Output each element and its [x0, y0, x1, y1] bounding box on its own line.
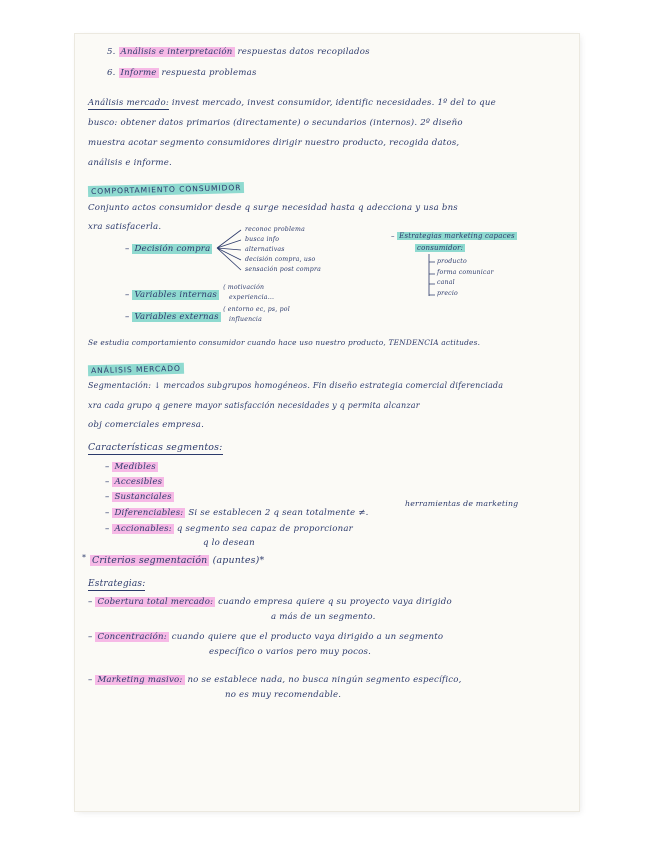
highlight-informe: Informe — [120, 68, 157, 78]
estrategias-marketing: – Estrategias marketing capaces — [391, 232, 515, 240]
item-diferenciables: – Diferenciables: Si se establecen 2 q sean totalmente ≠. — [105, 508, 369, 518]
item-sustanciales: – Sustanciales — [105, 492, 172, 502]
comportamiento-line-2: xra satisfacerla. — [88, 222, 162, 232]
intro-line-4: análisis e informe. — [88, 158, 172, 168]
segmentacion-line-2: xra cada grupo q genere mayor satisfacción necesidades y q permita alcanzar — [88, 401, 420, 410]
estrategias-item-1: producto — [437, 258, 467, 265]
comportamiento-closing: Se estudia comportamiento consumidor cuando hace uso nuestro producto, TENDENCIA actitudes. — [88, 338, 481, 347]
concentracion-cont: específico o varios pero muy pocos. — [209, 647, 372, 657]
estrategias-item-3: canal — [437, 279, 455, 286]
item-medibles: – Medibles — [105, 462, 156, 472]
highlight-analisis-interpretacion: Análisis e interpretación — [120, 47, 233, 57]
item-accesibles: – Accesibles — [105, 477, 163, 487]
item-accionables: – Accionables: q segmento sea capaz de proporcionar — [105, 524, 353, 534]
estrategia-cobertura: – Cobertura total mercado: cuando empresa quiere q su proyecto vaya dirigido — [88, 597, 452, 607]
segmentacion-line-1: Segmentación: ↓ mercados subgrupos homogéneos. Fin diseño estrategia comercial diferenciada — [88, 381, 504, 390]
decision-arrows — [215, 226, 245, 276]
intro-line-3: muestra acotar segmento consumidores dirigir nuestro producto, recogida datos, — [88, 138, 460, 148]
diferenciables-cont: herramientas de marketing — [405, 499, 519, 508]
estrategias-item-2: forma comunicar — [437, 269, 494, 276]
estrategias-title: Estrategias: — [88, 579, 146, 589]
decision-item-3: alternativas — [245, 246, 285, 253]
list-item-5: 5. Análisis e interpretación respuestas datos recopilados — [107, 47, 370, 57]
accionables-cont: q lo desean — [203, 538, 255, 548]
segmentacion-line-3: obj comerciales empresa. — [88, 420, 205, 430]
decision-item-1: reconoc problema — [245, 226, 305, 233]
externas-item-2: influencia — [229, 316, 262, 323]
comportamiento-line-1: Conjunto actos consumidor desde q surge necesidad hasta q adecciona y usa bns — [88, 203, 458, 213]
masivo-cont: no es muy recomendable. — [225, 690, 342, 700]
influir-consumidor: consumidor: — [417, 244, 464, 252]
cobertura-cont: a más de un segmento. — [271, 612, 376, 622]
variables-externas: – Variables externas — [125, 312, 219, 322]
internas-item-1: ⟨ motivación — [223, 284, 265, 291]
intro-line-2: busco: obtener datos primarios (directamente) o secundarios (internos). 2º diseño — [88, 118, 463, 128]
decision-item-4: decisión compra, uso — [245, 256, 316, 263]
notebook-page — [75, 34, 579, 811]
intro-line-1: Análisis mercado: invest mercado, invest consumidor, identific necesidades. 1º del to que — [88, 98, 496, 108]
decision-item-2: busca info — [245, 236, 280, 243]
decision-compra: – Decisión compra — [125, 244, 211, 254]
externas-item-1: ⟨ entorno ec, ps, pol — [223, 306, 290, 313]
estrategia-masivo: – Marketing masivo: no se establece nada, no busca ningún segmento específico, — [88, 675, 462, 685]
estrategia-concentracion: – Concentración: cuando quiere que el producto vaya dirigido a un segmento — [88, 632, 444, 642]
list-item-6: 6. Informe respuesta problemas — [107, 68, 257, 78]
criterios-segmentacion: Criterios segmentación (apuntes)* — [92, 555, 265, 566]
asterisk-icon: * — [82, 553, 86, 562]
internas-item-2: experiencia... — [229, 294, 275, 301]
estrategias-item-4: precio — [437, 290, 458, 297]
heading-comportamiento: COMPORTAMIENTO CONSUMIDOR — [88, 182, 245, 197]
variables-internas: – Variables internas — [125, 290, 218, 300]
decision-item-5: sensación post compra — [245, 266, 321, 273]
heading-analisis-mercado: ANÁLISIS MERCADO — [88, 363, 184, 377]
caracteristicas-title: Características segmentos: — [88, 442, 223, 453]
